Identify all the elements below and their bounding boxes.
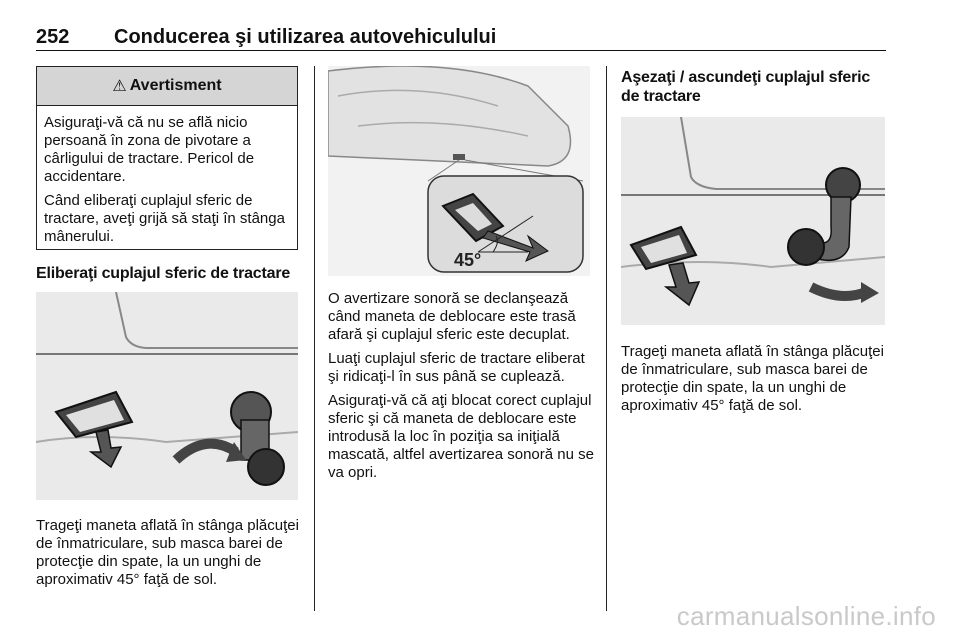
page-header — [36, 20, 886, 51]
warning-paragraph: Când eliberaţi cuplajul sferic de tractare, aveţi grijă să staţi în stânga mânerului. — [44, 192, 285, 245]
column-divider-1 — [314, 66, 315, 611]
release-caption-block — [36, 517, 304, 589]
angle-label: 45° — [454, 250, 482, 270]
middle-paragraph: Asiguraţi-vă că aţi blocat corect cuplajul sferic şi că maneta de deblocare este introdusă la loc în poziţia sa iniţială mascată, altfel avertizarea sonoră nu se va opri. — [328, 392, 594, 481]
release-heading-block — [36, 264, 304, 283]
illustration-release-lever — [36, 292, 298, 500]
warning-body — [37, 106, 297, 246]
warning-title: Avertisment — [129, 77, 222, 94]
middle-paragraph: Luaţi cuplajul sferic de tractare eliberat şi ridicaţi-l în sus până se cuplează. — [328, 350, 585, 385]
stow-heading: Aşezaţi / ascundeţi cuplajul sferic de tractare — [621, 69, 871, 105]
page-number: 252 — [36, 26, 70, 48]
middle-text-block — [328, 290, 598, 482]
illustration-stow-towbar — [621, 117, 885, 325]
stow-caption: Trageţi maneta aflată în stânga plăcuţei de înmatriculare, sub masca barei de protecţie din spate, la un unghi de aproximativ 45° faţă de sol. — [621, 343, 884, 414]
middle-paragraph: O avertizare sonoră se declanşează când maneta de deblocare este trasă afară şi cuplajul sferic este decuplat. — [328, 290, 576, 343]
warning-box — [36, 66, 298, 250]
page-title: Conducerea şi utilizarea autovehiculului — [114, 26, 497, 48]
release-caption: Trageţi maneta aflată în stânga plăcuţei de înmatriculare, sub masca barei de protecţie din spate, la un unghi de aproximativ 45° faţă de sol. — [36, 517, 299, 588]
warning-header — [37, 67, 297, 106]
warning-paragraph: Asiguraţi-vă că nu se află nicio persoană în zona de pivotare a cârligului de tractare. Pericol de accidentare. — [44, 114, 255, 185]
stow-heading-block — [621, 68, 891, 106]
column-divider-2 — [606, 66, 607, 611]
illustration-lever-angle — [328, 66, 590, 276]
warning-triangle-icon: ⚠ — [112, 78, 127, 95]
release-heading: Eliberaţi cuplajul sferic de tractare — [36, 265, 291, 282]
stow-caption-block — [621, 343, 891, 415]
watermark: carmanualsonline.info — [676, 601, 936, 631]
